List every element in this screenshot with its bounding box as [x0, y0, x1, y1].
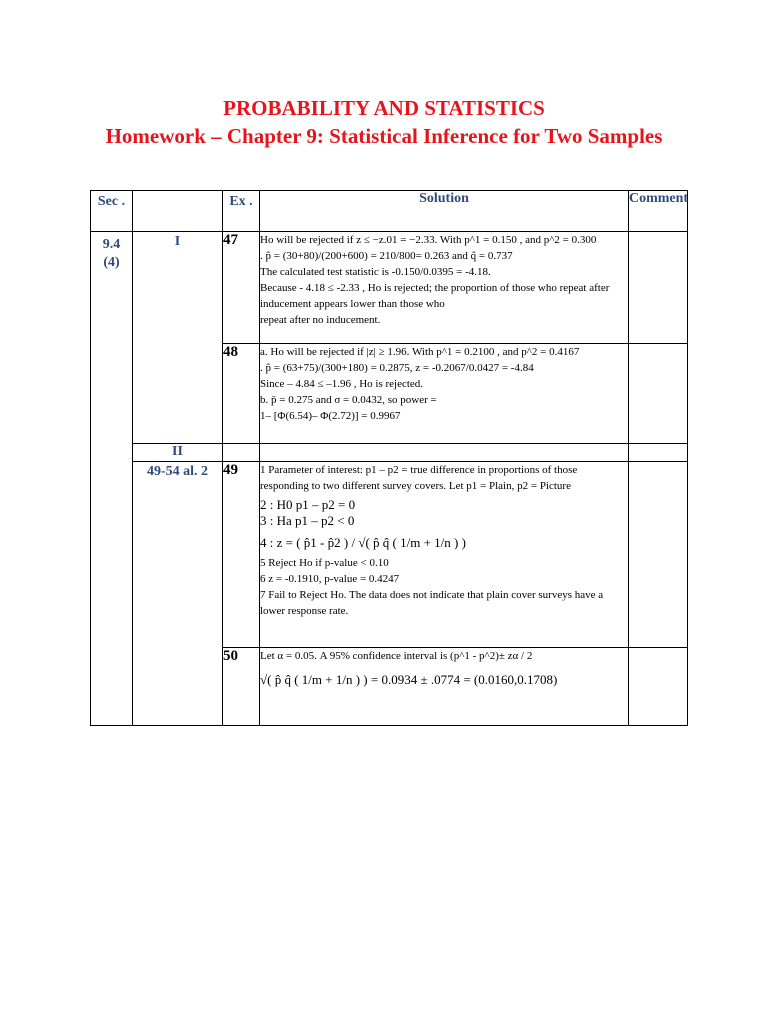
- sec-value: 9.4 (4): [102, 237, 121, 270]
- homework-table: [90, 190, 688, 726]
- title-line-2: Homework – Chapter 9: Statistical Inference for Two Samples: [105, 124, 663, 148]
- sol47-line4: Because - 4.18 ≤ -2.33 , Ho is rejected; the proportion of those who repeat after inducement appears lower than those who: [260, 282, 610, 310]
- sol48-line4: b. p̄ = 0.275 and σ = 0.0432, so power =: [260, 394, 437, 406]
- empty-ex-cell: [223, 444, 260, 462]
- empty-comment-cell: [629, 444, 688, 462]
- ex-number-49: 49: [223, 462, 260, 648]
- sol47-line5: repeat after no inducement.: [260, 314, 381, 326]
- table-row-ex47: [91, 232, 688, 344]
- sol49-line5: 5 Reject Ho if p-value < 0.10: [260, 557, 389, 569]
- sol49-line4: 4 : z = ( p̂1 - p̂2 ) / √( p̂ q̂ ( 1/m + 1/n ) ): [260, 535, 466, 550]
- solution-50: [260, 648, 629, 726]
- group-range: 49-54 al. 2: [146, 464, 209, 479]
- header-sec: Sec .: [91, 191, 133, 232]
- sol49-line1: 1 Parameter of interest: p1 – p2 = true difference in proportions of those responding to two different survey covers. Let p1 = Plain, p2 = Picture: [260, 464, 578, 492]
- header-row: [91, 191, 688, 232]
- sol49-line7: 7 Fail to Reject Ho. The data does not indicate that plain cover surveys have a lower response rate.: [260, 589, 604, 617]
- empty-sol-cell: [260, 444, 629, 462]
- table-row-group2: [91, 444, 688, 462]
- group-label-2: II: [172, 444, 183, 459]
- sol49-line6: 6 z = -0.1910, p-value = 0.4247: [260, 573, 400, 585]
- sec-cell: [91, 232, 133, 726]
- header-group: [133, 191, 223, 232]
- sol47-line2: . p̂ = (30+80)/(200+600) = 210/800= 0.263 and q̂ = 0.737: [260, 250, 513, 262]
- header-ex: Ex .: [223, 191, 260, 232]
- sol48-line1: a. Ho will be rejected if |z| ≥ 1.96. With p^1 = 0.2100 , and p^2 = 0.4167: [260, 346, 580, 358]
- group-cell-1: [133, 232, 223, 444]
- sol47-line3: The calculated test statistic is -0.150/0.0395 = -4.18.: [260, 266, 491, 278]
- header-solution: Solution: [260, 191, 629, 232]
- sol48-line2: . p̂ = (63+75)/(300+180) = 0.2875, z = -0.2067/0.0427 = -4.84: [260, 362, 534, 374]
- ex-number-47: 47: [223, 232, 260, 344]
- sol48-line5: 1– [Φ(6.54)– Φ(2.72)] = 0.9967: [260, 410, 401, 422]
- solution-47: [260, 232, 629, 344]
- solution-48: [260, 344, 629, 444]
- sol50-line1: Let α = 0.05. A 95% confidence interval is (p^1 - p^2)± zα / 2: [260, 650, 533, 662]
- sol50-line2: √( p̂ q̂ ( 1/m + 1/n ) ) = 0.0934 ± .0774 = (0.0160,0.1708): [260, 672, 558, 687]
- ex-number-48: 48: [223, 344, 260, 444]
- header-comment: Comment: [629, 191, 688, 232]
- sol47-line1: Ho will be rejected if z ≤ −z.01 = −2.33. With p^1 = 0.150 , and p^2 = 0.300: [260, 234, 597, 246]
- comment-50: [629, 648, 688, 726]
- comment-49: [629, 462, 688, 648]
- solution-49: [260, 462, 629, 648]
- document-title: [0, 94, 768, 150]
- comment-48: [629, 344, 688, 444]
- group-label-1: I: [174, 234, 181, 249]
- comment-47: [629, 232, 688, 344]
- ex-number-50: 50: [223, 648, 260, 726]
- sol49-line2: 2 : H0 p1 – p2 = 0: [260, 497, 356, 512]
- group-cell-2: [133, 444, 223, 462]
- group-range-cell: [133, 462, 223, 726]
- sol48-line3: Since – 4.84 ≤ –1.96 , Ho is rejected.: [260, 378, 424, 390]
- table-row-ex49: [91, 462, 688, 648]
- sol49-line3: 3 : Ha p1 – p2 < 0: [260, 513, 355, 528]
- title-line-1: PROBABILITY AND STATISTICS: [223, 96, 545, 120]
